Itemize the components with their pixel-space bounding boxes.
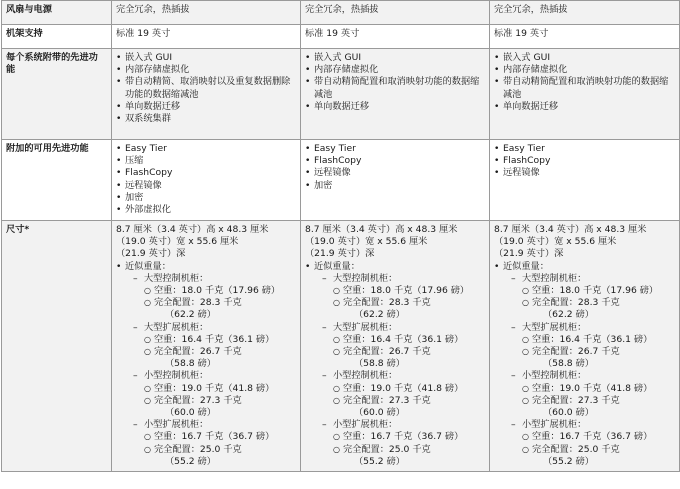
table-row-dimensions <box>2 221 680 472</box>
empty-weight: ○ 空重：18.0 千克（17.96 磅） <box>125 285 296 297</box>
cell-dimensions-2 <box>301 221 490 472</box>
row-label-optional: 附加的可用先进功能 <box>2 140 112 221</box>
empty-weight: ○ 空重：16.7 千克（36.7 磅） <box>314 431 485 443</box>
full-weight: ○ 完全配置：25.0 千克 <box>314 444 485 456</box>
empty-weight: ○ 空重：18.0 千克（17.96 磅） <box>314 285 485 297</box>
cell-advanced-1 <box>112 49 301 140</box>
feature-list <box>494 143 675 180</box>
feature-list <box>116 143 296 216</box>
empty-weight: ○ 空重：18.0 千克（17.96 磅） <box>503 285 675 297</box>
empty-weight: ○ 空重：19.0 千克（41.8 磅） <box>314 383 485 395</box>
full-weight-lb: （55.2 磅） <box>543 455 594 467</box>
size-line: 8.7 厘米（3.4 英寸）高 x 48.3 厘米 <box>116 224 269 235</box>
list-item: • 压缩 <box>116 155 296 167</box>
cell-optional-3 <box>490 140 680 221</box>
list-item: • 远程镜像 <box>494 167 675 179</box>
enclosure-title: – 小型扩展机柜： <box>125 419 296 431</box>
list-item: • 远程镜像 <box>305 167 485 179</box>
empty-weight: ○ 空重：16.4 千克（36.1 磅） <box>314 334 485 346</box>
enclosure-title: – 大型扩展机柜： <box>314 322 485 334</box>
cell-optional-2 <box>301 140 490 221</box>
cell-power-1: 完全冗余，热插拔 <box>112 1 301 25</box>
dimension-size <box>494 224 675 261</box>
full-weight: ○ 完全配置：28.3 千克 <box>503 297 675 309</box>
list-item: • 单向数据迁移 <box>305 101 485 113</box>
list-item: • 外部虚拟化 <box>116 204 296 216</box>
full-weight: ○ 完全配置：25.0 千克 <box>125 444 296 456</box>
enclosure-title: – 大型控制机柜： <box>503 273 675 285</box>
size-line: （21.9 英寸）深 <box>116 248 186 260</box>
dimension-size <box>116 224 296 261</box>
feature-list <box>305 143 485 192</box>
list-item: • 带自动精简配置和取消映射功能的数据缩减池 <box>494 76 675 100</box>
list-item: • 单向数据迁移 <box>494 101 675 113</box>
enclosure-title: – 小型扩展机柜： <box>314 419 485 431</box>
full-weight-lb: （60.0 磅） <box>354 407 405 419</box>
feature-list <box>494 52 675 113</box>
cell-dimensions-3 <box>490 221 680 472</box>
row-label-power: 风扇与电源 <box>2 1 112 25</box>
feature-list <box>305 52 485 113</box>
row-label-advanced: 每个系统附带的先进功能 <box>2 49 112 140</box>
enclosure-title: – 大型扩展机柜： <box>125 322 296 334</box>
full-weight: ○ 完全配置：28.3 千克 <box>314 297 485 309</box>
enclosure-title: – 小型扩展机柜： <box>503 419 675 431</box>
list-item: • Easy Tier <box>494 143 675 155</box>
full-weight-lb: （60.0 磅） <box>165 407 216 419</box>
cell-power-3: 完全冗余，热插拔 <box>490 1 680 25</box>
enclosure-title: – 大型控制机柜： <box>314 273 485 285</box>
list-item: • 加密 <box>116 192 296 204</box>
cell-advanced-3 <box>490 49 680 140</box>
table-row-advanced <box>2 49 680 140</box>
size-line: （19.0 英寸）宽 x 55.6 厘米 <box>305 236 428 248</box>
list-item: • 双系统集群 <box>116 113 296 125</box>
size-line: （19.0 英寸）宽 x 55.6 厘米 <box>116 236 239 248</box>
list-item: • FlashCopy <box>305 155 485 167</box>
full-weight-lb: （62.2 磅） <box>543 309 594 321</box>
cell-rack-3: 标准 19 英寸 <box>490 25 680 49</box>
weight-heading <box>116 261 296 468</box>
list-item: • FlashCopy <box>494 155 675 167</box>
enclosure-title: – 大型扩展机柜： <box>503 322 675 334</box>
list-item: • Easy Tier <box>305 143 485 155</box>
size-line: （21.9 英寸）深 <box>305 248 375 260</box>
full-weight-lb: （58.8 磅） <box>165 358 216 370</box>
enclosure-title: – 小型控制机柜： <box>503 370 675 382</box>
cell-optional-1 <box>112 140 301 221</box>
size-line: （19.0 英寸）宽 x 55.6 厘米 <box>494 236 617 248</box>
list-item: • 内部存储虚拟化 <box>305 64 485 76</box>
empty-weight: ○ 空重：16.4 千克（36.1 磅） <box>503 334 675 346</box>
full-weight: ○ 完全配置：27.3 千克 <box>125 395 296 407</box>
full-weight: ○ 完全配置：25.0 千克 <box>503 444 675 456</box>
list-item: • 带自动精简配置和取消映射功能的数据缩减池 <box>305 76 485 100</box>
cell-rack-1: 标准 19 英寸 <box>112 25 301 49</box>
enclosure-title: – 大型控制机柜： <box>125 273 296 285</box>
empty-weight: ○ 空重：19.0 千克（41.8 磅） <box>503 383 675 395</box>
list-item: • 远程镜像 <box>116 180 296 192</box>
row-label-rack: 机架支持 <box>2 25 112 49</box>
dimension-size <box>305 224 485 261</box>
row-label-dimensions: 尺寸* <box>2 221 112 472</box>
full-weight-lb: （55.2 磅） <box>165 455 216 467</box>
list-item: • 嵌入式 GUI <box>305 52 485 64</box>
table-row-optional <box>2 140 680 221</box>
full-weight: ○ 完全配置：27.3 千克 <box>503 395 675 407</box>
weight-heading <box>305 261 485 468</box>
enclosure-title: – 小型控制机柜： <box>125 370 296 382</box>
empty-weight: ○ 空重：19.0 千克（41.8 磅） <box>125 383 296 395</box>
weight-list <box>494 261 675 468</box>
full-weight-lb: （58.8 磅） <box>354 358 405 370</box>
list-item: • Easy Tier <box>116 143 296 155</box>
weight-heading-label: 近似重量： <box>314 260 360 272</box>
list-item: • FlashCopy <box>116 167 296 179</box>
empty-weight: ○ 空重：16.7 千克（36.7 磅） <box>125 431 296 443</box>
weight-list <box>116 261 296 468</box>
full-weight: ○ 完全配置：27.3 千克 <box>314 395 485 407</box>
spec-table <box>1 0 680 472</box>
table-row-rack <box>2 25 680 49</box>
list-item: • 嵌入式 GUI <box>116 52 296 64</box>
size-line: （21.9 英寸）深 <box>494 248 564 260</box>
feature-list <box>116 52 296 125</box>
full-weight-lb: （55.2 磅） <box>354 455 405 467</box>
size-line: 8.7 厘米（3.4 英寸）高 x 48.3 厘米 <box>494 224 647 235</box>
empty-weight: ○ 空重：16.7 千克（36.7 磅） <box>503 431 675 443</box>
cell-advanced-2 <box>301 49 490 140</box>
cell-dimensions-1 <box>112 221 301 472</box>
list-item: • 加密 <box>305 180 485 192</box>
size-line: 8.7 厘米（3.4 英寸）高 x 48.3 厘米 <box>305 224 458 235</box>
weight-list <box>305 261 485 468</box>
cell-power-2: 完全冗余，热插拔 <box>301 1 490 25</box>
weight-heading <box>494 261 675 468</box>
full-weight: ○ 完全配置：28.3 千克 <box>125 297 296 309</box>
full-weight-lb: （62.2 磅） <box>165 309 216 321</box>
cell-rack-2: 标准 19 英寸 <box>301 25 490 49</box>
full-weight-lb: （58.8 磅） <box>543 358 594 370</box>
list-item: • 单向数据迁移 <box>116 101 296 113</box>
full-weight-lb: （62.2 磅） <box>354 309 405 321</box>
full-weight-lb: （60.0 磅） <box>543 407 594 419</box>
empty-weight: ○ 空重：16.4 千克（36.1 磅） <box>125 334 296 346</box>
table-row-power <box>2 1 680 25</box>
list-item: • 内部存储虚拟化 <box>116 64 296 76</box>
full-weight: ○ 完全配置：26.7 千克 <box>503 346 675 358</box>
full-weight: ○ 完全配置：26.7 千克 <box>314 346 485 358</box>
full-weight: ○ 完全配置：26.7 千克 <box>125 346 296 358</box>
list-item: • 内部存储虚拟化 <box>494 64 675 76</box>
weight-heading-label: 近似重量： <box>503 260 549 272</box>
list-item: • 嵌入式 GUI <box>494 52 675 64</box>
weight-heading-label: 近似重量： <box>125 260 171 272</box>
list-item: • 带自动精简、取消映射以及重复数据删除功能的数据缩减池 <box>116 76 296 100</box>
enclosure-title: – 小型控制机柜： <box>314 370 485 382</box>
